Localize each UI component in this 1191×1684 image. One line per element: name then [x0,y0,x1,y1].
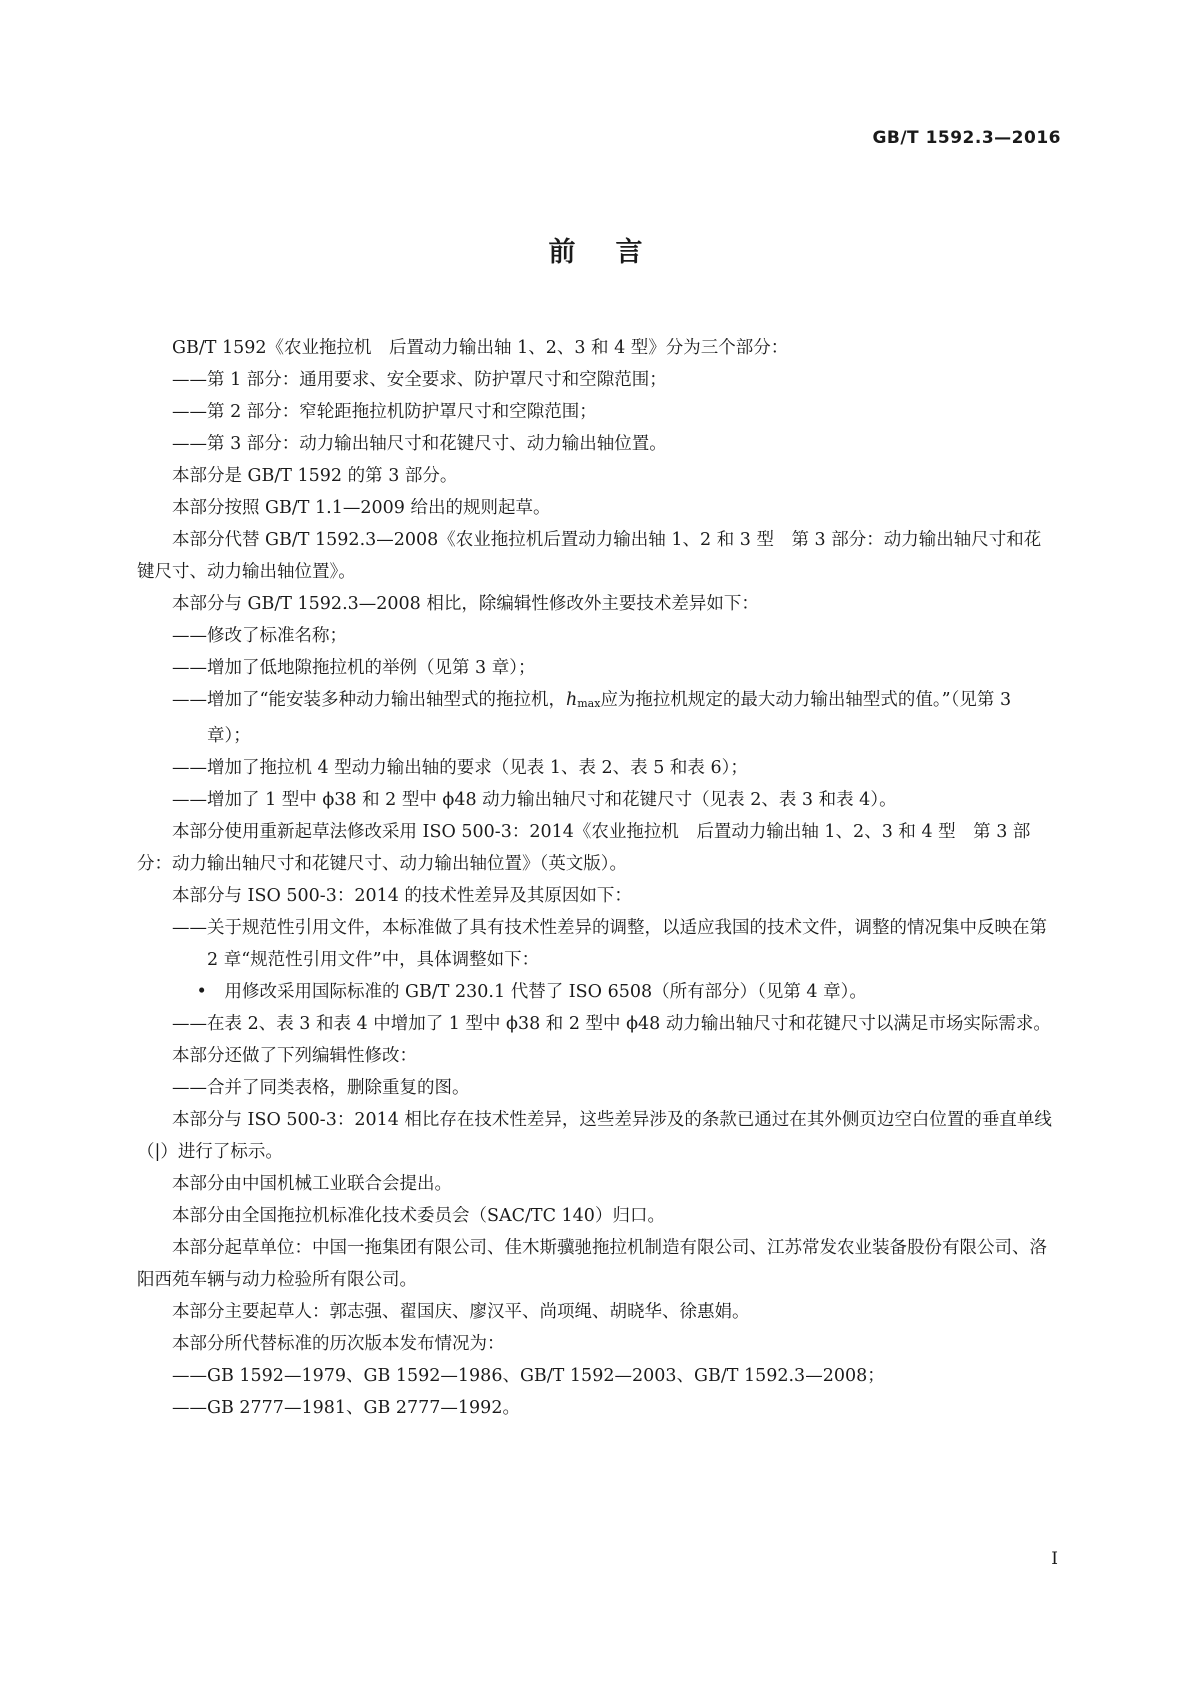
paragraph-editorial-intro: 本部分还做了下列编辑性修改： [172,1046,417,1066]
list-item-change-low-clearance: ——增加了低地隙拖拉机的举例（见第 3 章）； [172,658,536,678]
paragraph-drafters: 本部分主要起草人：郭志强、翟国庆、廖汉平、尚项绳、胡晓华、徐惠娟。 [172,1302,750,1322]
list-item-bullet-gbt230 [137,976,1055,1008]
list-item-table-additions: ——在表 2、表 3 和表 4 中增加了 1 型中 ϕ38 和 2 型中 ϕ48 动力输出轴尺寸和花键尺寸以满足市场实际需求。 [172,1014,1051,1034]
paragraph-changes-intro: 本部分与 GB/T 1592.3—2008 相比，除编辑性修改外主要技术差异如下： [172,594,759,614]
page-number: I [1051,1549,1058,1569]
paragraph-drafting-units: 本部分起草单位：中国一拖集团有限公司、佳木斯骥驰拖拉机制造有限公司、江苏常发农业装备股份有限公司、洛阳西苑车辆与动力检验所有限公司。 [137,1238,1047,1290]
hmax-text-after: 应为拖拉机规定的最大动力输出轴型式的值。”（见第 3 章）； [207,690,1012,746]
list-item-change-type4: ——增加了拖拉机 4 型动力输出轴的要求（见表 1、表 2、表 5 和表 6）； [172,758,748,778]
list-item-history-gb2777: ——GB 2777—1981、GB 2777—1992。 [172,1398,520,1418]
paragraph-part-statement: 本部分是 GB/T 1592 的第 3 部分。 [172,466,458,486]
paragraph-iso-adoption: 本部分使用重新起草法修改采用 ISO 500-3：2014《农业拖拉机 后置动力输出轴 1、2、3 和 4 型 第 3 部分：动力输出轴尺寸和花键尺寸、动力输出轴位置》（英文版）。 [137,822,1031,874]
list-item-part-2: ——第 2 部分：窄轮距拖拉机防护罩尺寸和空隙范围； [172,402,597,422]
bullet-mark: • [196,982,207,1002]
foreword-body [137,332,1055,1424]
list-item-history-gb1592: ——GB 1592—1979、GB 1592—1986、GB/T 1592—2003、GB/T 1592.3—2008； [172,1366,885,1386]
paragraph-marginal-marking: 本部分与 ISO 500-3：2014 相比存在技术性差异，这些差异涉及的条款已通过在其外侧页边空白位置的垂直单线（|）进行了标示。 [137,1110,1052,1162]
page-title: 前言 [548,237,683,268]
list-item-normative-references: ——关于规范性引用文件，本标准做了具有技术性差异的调整，以适应我国的技术文件，调整的情况集中反映在第 2 章“规范性引用文件”中，具体调整如下： [172,918,1047,970]
hmax-variable: h [565,690,578,710]
standard-number: GB/T 1592.3—2016 [872,128,1061,148]
list-item-change-dimensions: ——增加了 1 型中 ϕ38 和 2 型中 ϕ48 动力输出轴尺寸和花键尺寸（见表 2、表 3 和表 4）。 [172,790,897,810]
list-item-change-title: ——修改了标准名称； [172,626,347,646]
paragraph-parts-intro: GB/T 1592《农业拖拉机 后置动力输出轴 1、2、3 和 4 型》分为三个部分： [172,338,789,358]
list-item-editorial-merge: ——合并了同类表格，删除重复的图。 [172,1078,470,1098]
list-item-change-hmax [137,684,1055,752]
paragraph-replaces: 本部分代替 GB/T 1592.3—2008《农业拖拉机后置动力输出轴 1、2 和 3 型 第 3 部分：动力输出轴尺寸和花键尺寸、动力输出轴位置》。 [137,530,1042,582]
paragraph-iso-differences-intro: 本部分与 ISO 500-3：2014 的技术性差异及其原因如下： [172,886,632,906]
paragraph-drafting-rules: 本部分按照 GB/T 1.1—2009 给出的规则起草。 [172,498,551,518]
list-item-part-3: ——第 3 部分：动力输出轴尺寸和花键尺寸、动力输出轴位置。 [172,434,667,454]
paragraph-proposed-by: 本部分由中国机械工业联合会提出。 [172,1174,452,1194]
paragraph-history-intro: 本部分所代替标准的历次版本发布情况为： [172,1334,505,1354]
hmax-text-before: ——增加了“能安装多种动力输出轴型式的拖拉机， [172,690,566,710]
hmax-subscript: max [577,697,601,710]
bullet-text: 用修改采用国际标准的 GB/T 230.1 代替了 ISO 6508（所有部分）（见第 4 章）。 [224,982,867,1002]
paragraph-committee: 本部分由全国拖拉机标准化技术委员会（SAC/TC 140）归口。 [172,1206,665,1226]
list-item-part-1: ——第 1 部分：通用要求、安全要求、防护罩尺寸和空隙范围； [172,370,667,390]
